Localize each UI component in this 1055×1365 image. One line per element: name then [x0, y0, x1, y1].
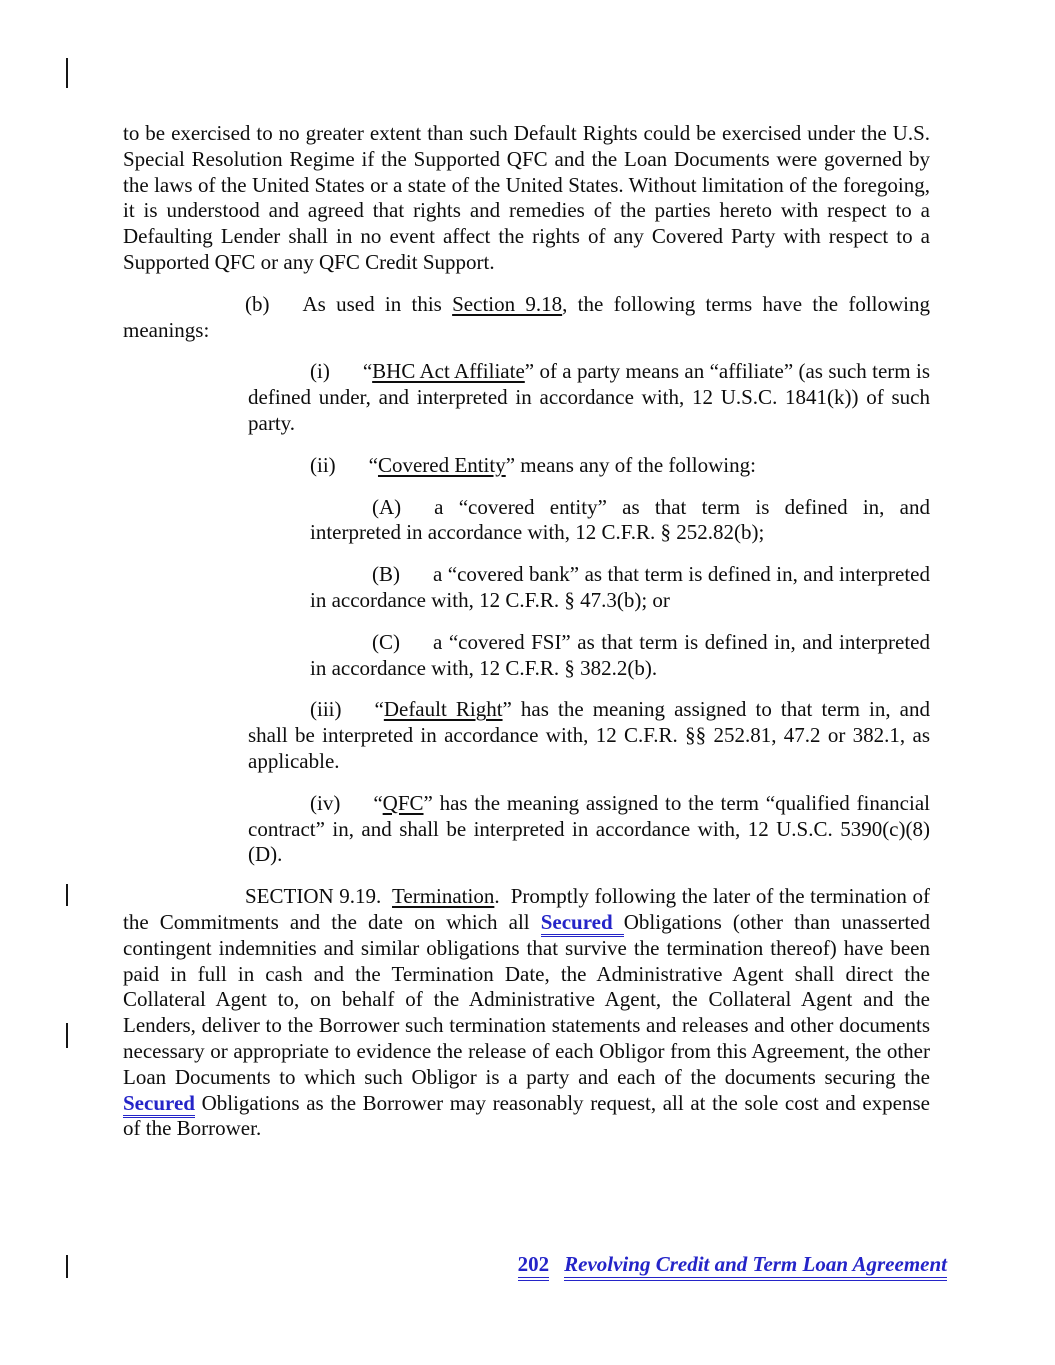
- definition-covered-entity: (ii) “Covered Entity” means any of the following:: [310, 452, 756, 477]
- paragraph-b-definitions-intro: (b) As used in this Section 9.18, the following terms have the following meanings:: [123, 291, 930, 342]
- covered-entity-item-c: (C) a “covered FSI” as that term is defined in, and interpreted in accordance with, 12 C.F.R. § 382.2(b).: [310, 629, 930, 680]
- definition-default-right: (iii) “Default Right” has the meaning assigned to that term in, and shall be interpreted in accordance with, 12 C.F.R. §§ 252.81, 47.2 or 382.1, as applicable.: [248, 697, 930, 773]
- paragraph-section-9-19-termination: SECTION 9.19. Termination. Promptly following the later of the termination of the Commitments and the date on which all Secured Obligations (other than unasserted contingent indemnities and similar obligations that survive the termination thereof) have been paid in full in cash and the Termination Date, the Administrative Agent shall direct the Collateral Agent to, on behalf of the Administrative Agent, the Collateral Agent and the Lenders, deliver to the Borrower such termination statements and releases and other documents necessary or appropriate to evidence the release of each Obligor from this Agreement, the other Loan Documents to which such Obligor is a party and each of the documents securing the Secured Obligations as the Borrower may reasonably request, all at the sole cost and expense of the Borrower.: [123, 884, 930, 1141]
- document-body: [123, 121, 930, 1142]
- revision-change-bar: [66, 1023, 68, 1048]
- document-title: Revolving Credit and Term Loan Agreement: [564, 1252, 947, 1281]
- definition-bhc-act-affiliate: (i) “BHC Act Affiliate” of a party means an “affiliate” (as such term is defined under, and interpreted in accordance with, 12 U.S.C. 1841(k)) of such party.: [248, 359, 930, 435]
- covered-entity-item-b: (B) a “covered bank” as that term is defined in, and interpreted in accordance with, 12 C.F.R. § 47.3(b); or: [310, 562, 930, 612]
- revision-change-bar: [66, 884, 68, 906]
- page-footer: [518, 1252, 947, 1278]
- revision-change-bar: [66, 1255, 68, 1278]
- definition-qfc: (iv) “QFC” has the meaning assigned to the term “qualified financial contract” in, and shall be interpreted in accordance with, 12 U.S.C. 5390(c)(8)(D).: [248, 790, 930, 867]
- paragraph-qfc-continuation: to be exercised to no greater extent than such Default Rights could be exercised under the U.S. Special Resolution Regime if the Supported QFC and the Loan Documents were governed by the laws of the United States or a state of the United States. Without limitation of the foregoing, it is understood and agreed that rights and remedies of the parties hereto with respect to a Defaulting Lender shall in no event affect the rights of any Covered Party with respect to a Supported QFC or any QFC Credit Support.: [123, 121, 930, 274]
- covered-entity-item-a: (A) a “covered entity” as that term is defined in, and interpreted in accordance with, 12 C.F.R. § 252.82(b);: [310, 494, 930, 545]
- revision-change-bar: [66, 58, 68, 88]
- page-number: 202: [518, 1252, 550, 1281]
